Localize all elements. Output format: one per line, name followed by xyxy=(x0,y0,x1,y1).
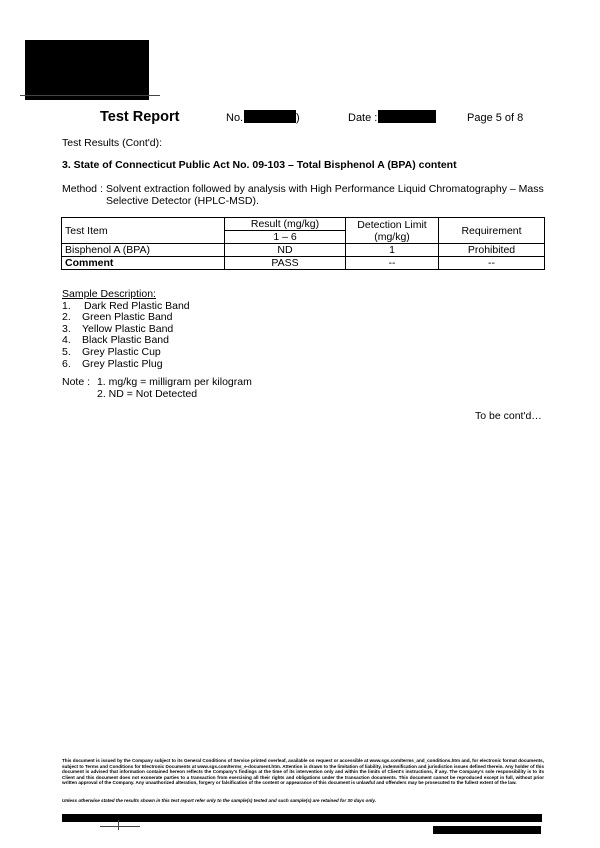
table-row xyxy=(62,244,545,257)
cell-requirement: -- xyxy=(439,257,545,270)
date-label: Date : xyxy=(348,112,378,124)
table-row xyxy=(62,257,545,270)
list-item: 1. Dark Red Plastic Band xyxy=(62,299,190,312)
footer-redaction-bar xyxy=(62,814,542,822)
results-table xyxy=(61,217,545,270)
report-title: Test Report xyxy=(100,109,180,125)
header-rule xyxy=(20,95,160,96)
note-line-2: 2. ND = Not Detected xyxy=(97,388,198,400)
header-requirement: Requirement xyxy=(439,218,545,244)
list-item: 4. Black Plastic Band xyxy=(62,334,169,347)
cell-limit: 1 xyxy=(346,244,439,257)
list-item: 6. Grey Plastic Plug xyxy=(62,357,163,370)
header-detection-limit xyxy=(346,218,439,244)
cell-requirement: Prohibited xyxy=(439,244,545,257)
sample-description xyxy=(62,289,190,370)
cell-result: ND xyxy=(225,244,346,257)
header-detection-line-1: Detection Limit xyxy=(357,218,427,231)
note-block xyxy=(62,376,252,400)
report-number-suffix: ) xyxy=(296,112,300,124)
cell-limit: -- xyxy=(346,257,439,270)
method-line-1: Solvent extraction followed by analysis with High Performance Liquid Chromatography – Mass xyxy=(106,183,544,195)
results-heading: Test Results (Cont'd): xyxy=(62,137,163,149)
note-label: Note : xyxy=(62,376,91,388)
header-test-item: Test Item xyxy=(62,218,225,244)
report-number-redaction xyxy=(244,110,296,123)
section-title: 3. State of Connecticut Public Act No. 09-103 – Total Bisphenol A (BPA) content xyxy=(62,159,457,171)
footer-disclaimer: This document is issued by the Company subject to its General Conditions of Service printed overleaf, available on request or accessible at www.sgs.com/terms_and_conditions.htm and, for electronic format documents, subject to Terms and Conditions for Electronic Documents at www.sgs.com/terms_e-document.htm. Attention is drawn to the limitation of liability, indemnification and jurisdiction issues defined therein. Any holder of this document is advised that information contained hereon reflects the Company's findings at the time of its intervention only and within the limits of Client's instructions, if any. The Company's sole responsibility is to its Client and this document does not exonerate parties to a transaction from exercising all their rights and obligations under the transaction documents. This document cannot be reproduced except in full, without prior written approval of the Company. Any unauthorized alteration, forgery or falsification of the content or appearance of this document is unlawful and offenders may be prosecuted to the fullest extent of the law. xyxy=(62,758,544,786)
header-detection-line-2: (mg/kg) xyxy=(374,230,410,243)
report-number-label: No. xyxy=(226,112,244,124)
header-result: Result (mg/kg) xyxy=(225,218,346,231)
cell-result: PASS xyxy=(225,257,346,270)
list-item: 3. Yellow Plastic Band xyxy=(62,322,174,335)
method-label: Method : xyxy=(62,183,103,195)
continued-text: To be cont'd… xyxy=(475,410,542,422)
sample-heading: Sample Description: xyxy=(62,288,156,300)
cell-item: Comment xyxy=(62,257,225,270)
footer-note: Unless otherwise stated the results shown in this test report refer only to the sample(s) tested and such sample(s) are retained for 30 days only. xyxy=(62,798,377,803)
page-number: Page 5 of 8 xyxy=(467,112,524,124)
list-item: 2. Green Plastic Band xyxy=(62,311,173,324)
list-item: 5. Grey Plastic Cup xyxy=(62,345,161,358)
crop-mark xyxy=(118,820,119,830)
logo-redaction xyxy=(25,40,149,100)
header-result-samples: 1 – 6 xyxy=(225,231,346,244)
note-line-1: 1. mg/kg = milligram per kilogram xyxy=(96,376,252,388)
crop-mark xyxy=(100,826,140,827)
method-line-2: Selective Detector (HPLC-MSD). xyxy=(106,195,259,207)
cell-item: Bisphenol A (BPA) xyxy=(62,244,225,257)
date-redaction xyxy=(378,110,436,123)
footer-redaction-bar-small xyxy=(433,826,541,834)
